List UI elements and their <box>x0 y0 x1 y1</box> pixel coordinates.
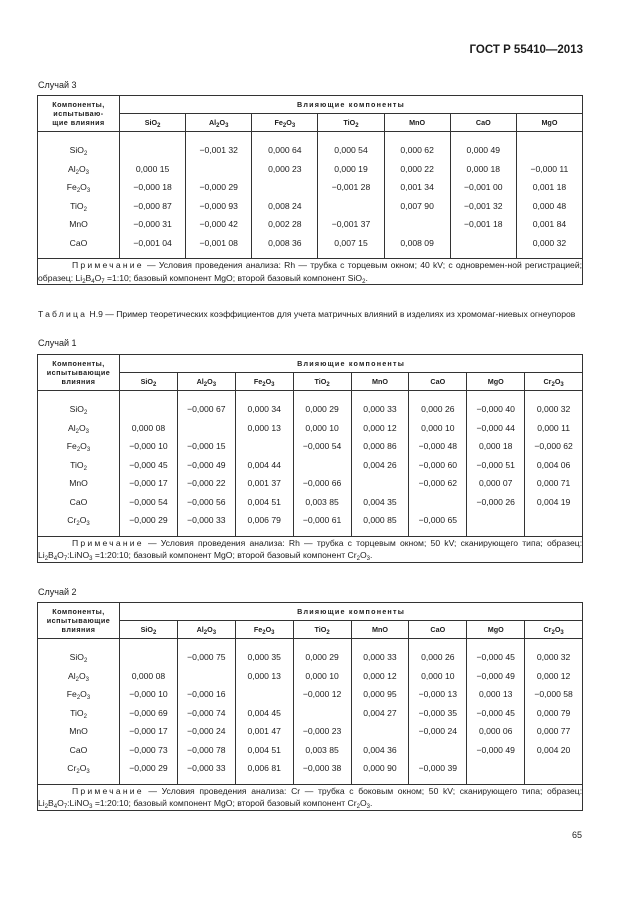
table-row <box>38 419 583 438</box>
table-cell <box>186 160 252 179</box>
column-header-mno: MnO <box>351 621 409 639</box>
table-cell: 0,000 13 <box>235 667 293 686</box>
case1-caption: Случай 1 <box>38 338 77 348</box>
case1-table <box>37 354 583 563</box>
table-cell: 0,007 15 <box>318 234 384 253</box>
table-cell: −0,000 31 <box>120 215 186 234</box>
table-title-prefix: Таблица <box>38 309 88 319</box>
table-cell: −0,000 26 <box>467 493 525 512</box>
table-cell: 0,000 54 <box>318 141 384 160</box>
table-cell <box>516 141 582 160</box>
table-cell: 0,000 08 <box>120 419 178 438</box>
row-label: CaO <box>38 234 120 253</box>
table-cell: 0,000 07 <box>467 474 525 493</box>
table-cell: −0,000 62 <box>409 474 467 493</box>
table-cell: −0,000 49 <box>467 667 525 686</box>
table-cell: −0,000 62 <box>525 437 583 456</box>
table-cell <box>120 648 178 667</box>
table-cell: −0,000 75 <box>177 648 235 667</box>
table-row <box>38 648 583 667</box>
note-prefix: Примечание <box>72 260 144 270</box>
table-cell: 0,000 33 <box>351 648 409 667</box>
note-prefix: Примечание <box>72 537 144 548</box>
note-prefix: Примечание <box>72 785 144 796</box>
table-cell: 0,000 26 <box>409 400 467 419</box>
row-label: CaO <box>38 493 120 512</box>
table-cell: 0,000 85 <box>351 511 409 530</box>
table-row <box>38 141 583 160</box>
row-label: $Al_2O_3$ <box>38 667 120 686</box>
table-row <box>38 759 583 778</box>
table-title <box>38 308 588 321</box>
table-cell: 0,000 49 <box>450 141 516 160</box>
row-label: MnO <box>38 215 120 234</box>
row-label: MnO <box>38 722 120 741</box>
table-cell: 0,004 36 <box>351 741 409 760</box>
table-cell: −0,000 17 <box>120 722 178 741</box>
table-cell: 0,001 84 <box>516 215 582 234</box>
table-cell: 0,000 48 <box>516 197 582 216</box>
table-cell: −0,001 32 <box>186 141 252 160</box>
table-cell: 0,001 18 <box>516 178 582 197</box>
table-cell: −0,000 40 <box>467 400 525 419</box>
table-cell: 0,000 18 <box>450 160 516 179</box>
table-row <box>38 704 583 723</box>
table-cell: 0,001 47 <box>235 722 293 741</box>
table-cell: 0,006 79 <box>235 511 293 530</box>
table-cell: −0,000 56 <box>177 493 235 512</box>
table-cell: 0,000 08 <box>120 667 178 686</box>
row-label: TiO$_2$ <box>38 456 120 475</box>
column-header-mgo: MgO <box>516 114 582 132</box>
table-cell: 0,000 62 <box>384 141 450 160</box>
table-row <box>38 437 583 456</box>
column-header-cao: CaO <box>409 373 467 391</box>
column-header-cao: CaO <box>409 621 467 639</box>
table-cell: −0,000 44 <box>467 419 525 438</box>
table-cell: 0,000 79 <box>525 704 583 723</box>
column-header-al2o3: $Al_2O_3$ <box>177 373 235 391</box>
table-cell: 0,000 18 <box>467 437 525 456</box>
table-cell: −0,000 45 <box>120 456 178 475</box>
table-cell: 0,000 86 <box>351 437 409 456</box>
table-cell <box>384 215 450 234</box>
table-cell: 0,000 29 <box>293 400 351 419</box>
column-header-al2o3: $Al_2O_3$ <box>177 621 235 639</box>
table-row <box>38 178 583 197</box>
table-note: Примечание — Условия проведения анализа: Rh — трубка с торцевым окном; 40 kV; с одновремен-ной регистрацией; образец: $Li_2B_4O_7$ =1:10; базовый компонент MgO; второй базовый компонент SiO$_2$. <box>38 260 583 285</box>
table-cell: −0,000 35 <box>409 704 467 723</box>
table-cell: 0,000 12 <box>351 667 409 686</box>
table-cell: −0,000 49 <box>467 741 525 760</box>
table-cell: 0,004 27 <box>351 704 409 723</box>
table-cell: 0,000 32 <box>525 648 583 667</box>
table-cell: −0,000 66 <box>293 474 351 493</box>
table-cell: −0,000 78 <box>177 741 235 760</box>
table-cell: 0,000 71 <box>525 474 583 493</box>
row-label: MnO <box>38 474 120 493</box>
table-cell: 0,008 36 <box>252 234 318 253</box>
standard-header: ГОСТ Р 55410—2013 <box>469 44 583 56</box>
table-row <box>38 741 583 760</box>
table-cell: −0,000 13 <box>409 685 467 704</box>
table-cell: −0,000 33 <box>177 759 235 778</box>
table-cell <box>318 197 384 216</box>
table-cell: −0,000 16 <box>177 685 235 704</box>
table-cell: −0,000 48 <box>409 437 467 456</box>
case3-table <box>37 95 583 285</box>
table-cell: 0,000 10 <box>293 667 351 686</box>
table-row <box>38 197 583 216</box>
table-cell: −0,001 18 <box>450 215 516 234</box>
table-cell: −0,000 15 <box>177 437 235 456</box>
table-cell: 0,000 90 <box>351 759 409 778</box>
table-row <box>38 511 583 530</box>
table-cell: 0,002 28 <box>252 215 318 234</box>
table-cell <box>120 141 186 160</box>
table-cell: 0,000 95 <box>351 685 409 704</box>
table-row <box>38 667 583 686</box>
row-label: SiO$_2$ <box>38 400 120 419</box>
table-cell: −0,000 29 <box>186 178 252 197</box>
table-cell: 0,000 06 <box>467 722 525 741</box>
table-cell: −0,000 67 <box>177 400 235 419</box>
table-cell: 0,000 32 <box>525 400 583 419</box>
table-cell: −0,000 12 <box>293 685 351 704</box>
table-row <box>38 685 583 704</box>
table-cell: 0,000 29 <box>293 648 351 667</box>
table-cell: −0,000 93 <box>186 197 252 216</box>
column-header-sio2: SiO$_2$ <box>120 373 178 391</box>
table-cell: −0,001 37 <box>318 215 384 234</box>
table-cell: 0,004 45 <box>235 704 293 723</box>
table-cell: 0,000 13 <box>467 685 525 704</box>
column-header-cr2o3: $Cr_2O_3$ <box>525 373 583 391</box>
table-cell: −0,000 24 <box>177 722 235 741</box>
table-cell <box>525 759 583 778</box>
table-cell: 0,007 90 <box>384 197 450 216</box>
table-cell <box>467 511 525 530</box>
table-cell <box>450 234 516 253</box>
case2-table <box>37 602 583 811</box>
table-cell: 0,003 85 <box>293 741 351 760</box>
table-cell <box>293 704 351 723</box>
row-label: $Al_2O_3$ <box>38 419 120 438</box>
table-cell: −0,000 29 <box>120 511 178 530</box>
table-cell: −0,000 39 <box>409 759 467 778</box>
row-label: $Fe_2O_3$ <box>38 685 120 704</box>
table-cell: 0,004 51 <box>235 493 293 512</box>
table-cell: 0,000 12 <box>351 419 409 438</box>
table-row <box>38 400 583 419</box>
table-cell: −0,000 18 <box>120 178 186 197</box>
table-cell: 0,001 34 <box>384 178 450 197</box>
column-header-mgo: MgO <box>467 373 525 391</box>
table-cell: −0,000 42 <box>186 215 252 234</box>
table-cell: 0,004 06 <box>525 456 583 475</box>
row-label: SiO$_2$ <box>38 141 120 160</box>
column-header-fe2o3: $Fe_2O_3$ <box>235 373 293 391</box>
table-cell: 0,006 81 <box>235 759 293 778</box>
table-cell: −0,000 22 <box>177 474 235 493</box>
table-cell: −0,000 69 <box>120 704 178 723</box>
row-label: $Al_2O_3$ <box>38 160 120 179</box>
column-header-sio2: SiO$_2$ <box>120 114 186 132</box>
table-cell: −0,000 73 <box>120 741 178 760</box>
table-cell: −0,000 45 <box>467 648 525 667</box>
table-cell: 0,003 85 <box>293 493 351 512</box>
table-cell: 0,000 19 <box>318 160 384 179</box>
table-cell: −0,000 60 <box>409 456 467 475</box>
table-cell <box>351 474 409 493</box>
column-header-cao: CaO <box>450 114 516 132</box>
column-header-mgo: MgO <box>467 621 525 639</box>
table-cell: −0,000 54 <box>120 493 178 512</box>
table-cell: −0,000 49 <box>177 456 235 475</box>
influencing-components-header: Влияющие компоненты <box>120 355 583 373</box>
table-cell: −0,001 08 <box>186 234 252 253</box>
table-cell: −0,000 10 <box>120 685 178 704</box>
column-header-tio2: TiO$_2$ <box>293 373 351 391</box>
row-label: $Fe_2O_3$ <box>38 437 120 456</box>
table-cell: 0,000 64 <box>252 141 318 160</box>
table-row <box>38 722 583 741</box>
table-row <box>38 234 583 253</box>
table-cell: 0,000 11 <box>525 419 583 438</box>
column-header-fe2o3: $Fe_2O_3$ <box>235 621 293 639</box>
table-cell: 0,008 09 <box>384 234 450 253</box>
case3-caption: Случай 3 <box>38 80 77 90</box>
table-cell <box>252 178 318 197</box>
column-header-cr2o3: $Cr_2O_3$ <box>525 621 583 639</box>
table-cell: −0,000 29 <box>120 759 178 778</box>
table-cell: −0,001 28 <box>318 178 384 197</box>
table-cell: −0,000 61 <box>293 511 351 530</box>
components-column-header: Компоненты, испытывающие влияния <box>38 355 120 391</box>
column-header-sio2: SiO$_2$ <box>120 621 178 639</box>
table-cell: 0,000 12 <box>525 667 583 686</box>
table-cell <box>351 722 409 741</box>
table-cell: −0,000 11 <box>516 160 582 179</box>
components-column-header: Компоненты, испытываю- щие влияния <box>38 96 120 132</box>
table-cell: −0,000 33 <box>177 511 235 530</box>
table-cell: −0,000 45 <box>467 704 525 723</box>
table-cell: 0,008 24 <box>252 197 318 216</box>
table-note: Примечание — Условия проведения анализа: Cr — трубка с боковым окном; 50 kV; сканирующего типа; образец: $Li_2B_4O_7:LiNO_3$ =1:20:10; базовый компонент MgO; второй базовый компонент $Cr_2O_3$. <box>38 785 583 810</box>
table-cell: 0,000 32 <box>516 234 582 253</box>
table-cell: 0,004 26 <box>351 456 409 475</box>
table-cell: −0,001 00 <box>450 178 516 197</box>
table-row <box>38 160 583 179</box>
table-cell: 0,000 15 <box>120 160 186 179</box>
table-cell <box>120 400 178 419</box>
column-header-fe2o3: $Fe_2O_3$ <box>252 114 318 132</box>
table-cell: 0,000 13 <box>235 419 293 438</box>
influencing-components-header: Влияющие компоненты <box>120 603 583 621</box>
table-cell: 0,000 77 <box>525 722 583 741</box>
table-row <box>38 493 583 512</box>
column-header-tio2: TiO$_2$ <box>293 621 351 639</box>
row-label: $Fe_2O_3$ <box>38 178 120 197</box>
table-cell <box>293 456 351 475</box>
table-cell: 0,000 33 <box>351 400 409 419</box>
table-row <box>38 474 583 493</box>
table-cell <box>177 667 235 686</box>
table-cell: −0,000 24 <box>409 722 467 741</box>
case2-caption: Случай 2 <box>38 587 77 597</box>
table-cell: −0,000 74 <box>177 704 235 723</box>
table-cell <box>525 511 583 530</box>
table-cell <box>409 493 467 512</box>
table-cell: 0,001 37 <box>235 474 293 493</box>
table-cell <box>467 759 525 778</box>
table-cell: −0,000 51 <box>467 456 525 475</box>
table-cell: 0,000 10 <box>409 419 467 438</box>
row-label: $Cr_2O_3$ <box>38 511 120 530</box>
table-cell: 0,000 26 <box>409 648 467 667</box>
table-cell <box>235 685 293 704</box>
table-cell: 0,004 19 <box>525 493 583 512</box>
row-label: TiO$_2$ <box>38 197 120 216</box>
table-cell: 0,000 10 <box>293 419 351 438</box>
table-cell: −0,000 65 <box>409 511 467 530</box>
table-cell: −0,000 87 <box>120 197 186 216</box>
row-label: $Cr_2O_3$ <box>38 759 120 778</box>
table-cell: 0,000 34 <box>235 400 293 419</box>
table-cell: −0,000 38 <box>293 759 351 778</box>
table-cell: −0,001 32 <box>450 197 516 216</box>
table-cell: −0,000 23 <box>293 722 351 741</box>
table-cell: 0,004 44 <box>235 456 293 475</box>
table-cell: −0,000 17 <box>120 474 178 493</box>
table-note: Примечание — Условия проведения анализа: Rh — трубка с торцевым окном; 50 kV; сканирующего типа; образец: $Li_2B_4O_7:LiNO_3$ =1:20:10; базовый компонент MgO; второй базовый компонент $Cr_2O_3$. <box>38 537 583 562</box>
table-cell: 0,000 22 <box>384 160 450 179</box>
influencing-components-header: Влияющие компоненты <box>120 96 583 114</box>
table-cell: 0,000 10 <box>409 667 467 686</box>
table-cell: 0,000 35 <box>235 648 293 667</box>
table-row <box>38 456 583 475</box>
table-cell <box>235 437 293 456</box>
table-cell: −0,000 54 <box>293 437 351 456</box>
table-cell: −0,000 58 <box>525 685 583 704</box>
row-label: SiO$_2$ <box>38 648 120 667</box>
table-cell <box>409 741 467 760</box>
table-cell: 0,004 20 <box>525 741 583 760</box>
row-label: TiO$_2$ <box>38 704 120 723</box>
table-cell <box>177 419 235 438</box>
row-label: CaO <box>38 741 120 760</box>
table-cell: −0,001 04 <box>120 234 186 253</box>
table-cell: 0,000 23 <box>252 160 318 179</box>
column-header-mno: MnO <box>384 114 450 132</box>
column-header-mno: MnO <box>351 373 409 391</box>
column-header-tio2: TiO$_2$ <box>318 114 384 132</box>
page-number: 65 <box>571 830 582 840</box>
table-cell: −0,000 10 <box>120 437 178 456</box>
table-cell: 0,004 35 <box>351 493 409 512</box>
table-cell: 0,004 51 <box>235 741 293 760</box>
table-row <box>38 215 583 234</box>
table-title-text: Н.9 — Пример теоретических коэффициентов для учета матричных влияний в изделиях из хромомаг-ниевых огнеупоров <box>87 309 576 319</box>
components-column-header: Компоненты, испытывающие влияния <box>38 603 120 639</box>
column-header-al2o3: $Al_2O_3$ <box>186 114 252 132</box>
